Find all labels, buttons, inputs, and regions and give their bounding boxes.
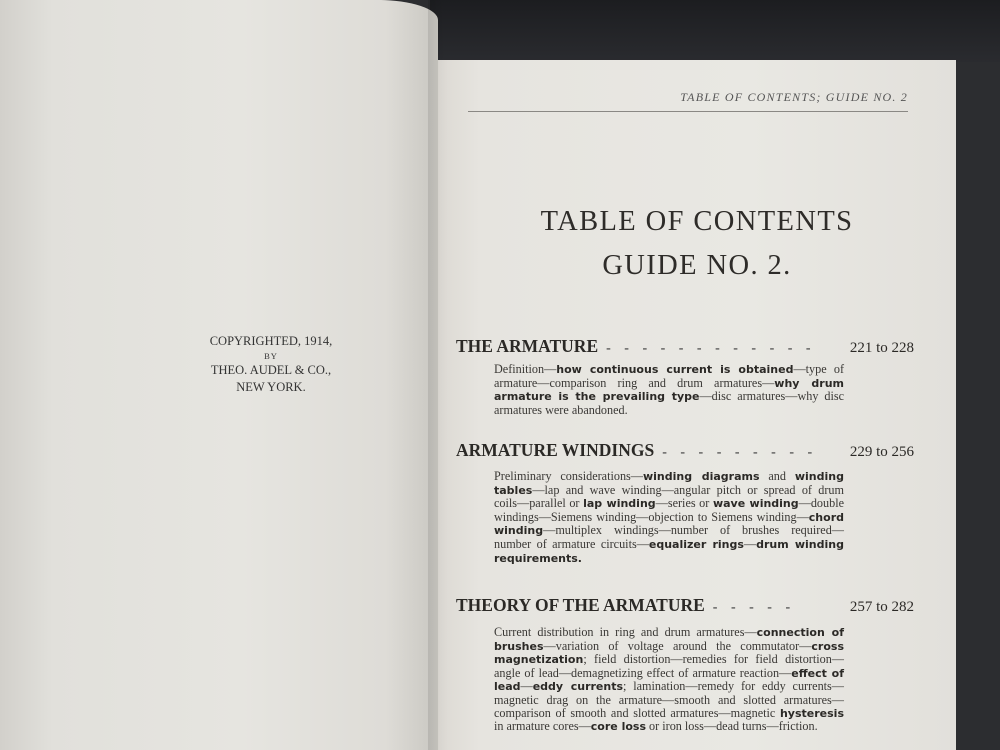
page-range: 257 to 282 [849, 599, 914, 615]
description-keyword: equalizer rings [648, 537, 744, 551]
description-text: Preliminary considerations— [494, 469, 643, 483]
description-text: or iron loss—dead turns—friction. [646, 719, 818, 734]
description-keyword: core loss [590, 720, 646, 734]
page-title-line1: TABLE OF CONTENTS [540, 206, 854, 237]
description-text: —multiplex windings—number of brushes required—number of armature circuits— [494, 523, 844, 551]
section-heading-armature-windings [456, 440, 914, 461]
section-title: THEORY OF THE ARMATURE [456, 595, 705, 615]
description-keyword: connection of brushes [494, 626, 844, 653]
section-title: THE ARMATURE [456, 336, 599, 356]
section-heading-theory-of-armature [456, 595, 914, 616]
left-page [0, 0, 438, 750]
description-keyword: eddy currents [532, 680, 624, 694]
section-description-armature [494, 363, 844, 416]
section-heading-armature [456, 336, 914, 357]
description-keyword: how continuous current is obtained [556, 363, 794, 376]
dot-leader: - - - - - [712, 600, 796, 615]
background [430, 0, 1000, 62]
description-text: —disc armatures—why disc armatures were abandoned. [494, 389, 844, 417]
section-description-armature-windings [494, 470, 844, 565]
description-keyword: winding tables [494, 470, 844, 497]
description-text: ; lamination—remedy for eddy currents—magnetic drag on the armature—smooth and slotted armatures—comparison of smooth and slotted armatures—magnetic [494, 679, 844, 720]
description-keyword: effect of lead [494, 666, 844, 694]
section-title: ARMATURE WINDINGS [456, 440, 655, 460]
description-text: in armature cores— [494, 719, 591, 734]
description-text: —lap and wave winding—angular pitch or spread of drum coils—parallel or [494, 482, 844, 511]
description-keyword: lap winding [583, 497, 656, 511]
description-text: ; field distortion—remedies for field distortion—angle of lead—demagnetizing effect of armature reaction— [494, 652, 844, 680]
section-description-theory-of-armature [494, 626, 844, 734]
page-title-line2: GUIDE NO. 2. [602, 250, 792, 281]
description-text: and [759, 469, 795, 483]
copyright-line: COPYRIGHTED, 1914, [209, 334, 333, 348]
description-keyword: cross magnetization [494, 639, 844, 667]
right-page [438, 60, 956, 750]
dot-leader: - - - - - - - - - [662, 445, 818, 460]
description-text: — [743, 536, 757, 551]
publisher-name: THEO. AUDEL & CO., [210, 363, 332, 377]
dot-leader: - - - - - - - - - - - - [606, 341, 816, 356]
copyright-by: BY [264, 351, 278, 361]
description-text: — [520, 679, 533, 694]
header-rule [468, 111, 908, 112]
page-range: 221 to 228 [849, 340, 914, 356]
copyright-notice [196, 333, 346, 396]
description-text: —type of armature—comparison ring and drum armatures— [494, 362, 844, 390]
description-keyword: drum winding requirements. [494, 537, 844, 565]
description-keyword: winding diagrams [642, 470, 760, 483]
publisher-city: NEW YORK. [236, 380, 306, 394]
description-keyword: wave winding [712, 497, 799, 511]
book-gutter-shadow [428, 0, 448, 750]
description-keyword: chord winding [494, 510, 844, 538]
description-text: Definition— [494, 362, 557, 376]
description-keyword: hysteresis [779, 706, 844, 720]
description-keyword: why drum armature is the prevailing type [494, 376, 845, 404]
description-text: —series or [655, 496, 713, 511]
description-text: Current distribution in ring and drum armatures— [494, 625, 757, 639]
running-head: TABLE OF CONTENTS; GUIDE NO. 2 [680, 90, 908, 104]
page-range: 229 to 256 [849, 444, 914, 460]
description-text: —double windings—Siemens winding—objection to Siemens winding— [494, 496, 844, 524]
description-text: —variation of voltage around the commutator— [543, 638, 812, 653]
